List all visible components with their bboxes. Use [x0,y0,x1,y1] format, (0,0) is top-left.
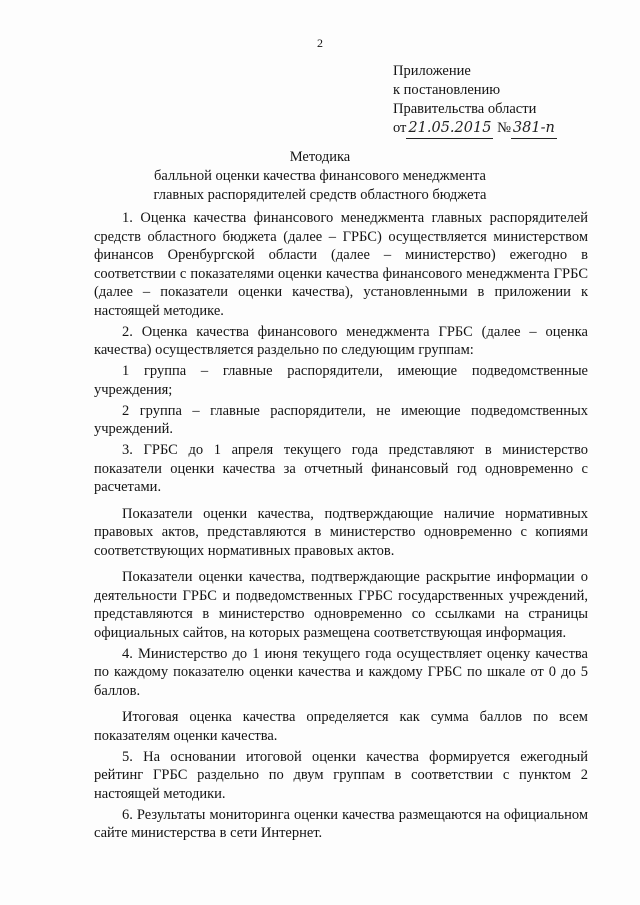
title-line-1: Методика [289,149,351,165]
paragraph-4-total: Итоговая оценка качества определяется как сумма баллов по всем показателям оценки качества. [94,709,588,744]
handwritten-number: 381-п [511,119,557,139]
appendix-header [393,62,557,139]
paragraph-2: 2. Оценка качества финансового менеджмента ГРБС (далее – оценка качества) осуществляется раздельно по следующим группам: [94,323,588,358]
page-number: 2 [317,36,323,50]
handwritten-date: 21.05.2015 [406,119,493,139]
number-prefix: № [497,120,511,136]
paragraph-5: 5. На основании итоговой оценки качества формируется ежегодный рейтинг ГРБС раздельно по двум группам в соответствии с пунктом 2 настоящей методики. [94,748,588,802]
title-line-2: балльной оценки качества финансового менеджмента [154,168,486,184]
paragraph-3: 3. ГРБС до 1 апреля текущего года представляют в министерство показатели оценки качества за отчетный финансовый год одновременно с расчетами. [94,442,588,495]
paragraph-3-normative-acts: Показатели оценки качества, подтверждающие наличие нормативных правовых актов, представляются в министерство одновременно с копиями соответствующих нормативных правовых актов. [94,505,588,559]
paragraph-3-disclosure: Показатели оценки качества, подтверждающие раскрытие информации о деятельности ГРБС и подведомственных ГРБС государственных учреждений, представляются в министерство одновременно со ссылками на страницы официальных сайтов, на которых размещена соответствующая информация. [94,569,588,641]
appendix-line-government: Правительства области [393,101,537,117]
paragraph-group-1: 1 группа – главные распорядители, имеющие подведомственные учреждения; [94,363,588,398]
document-body [94,209,588,845]
appendix-title: Приложение [393,63,471,79]
paragraph-4: 4. Министерство до 1 июня текущего года осуществляет оценку качества по каждому показателю оценки качества и каждому ГРБС по шкале от 0 до 5 баллов. [94,645,588,699]
appendix-date-line [393,119,557,139]
paragraph-group-2: 2 группа – главные распорядители, не имеющие подведомственных учреждений. [94,402,588,437]
appendix-line-resolution: к постановлению [393,82,501,98]
paragraph-1: 1. Оценка качества финансового менеджмента главных распорядителей средств областного бюджета (далее – ГРБС) осуществляется министерством финансов Оренбургской области (далее – министерство) ежегодно в соответствии с показателями оценки качества финансового менеджмента ГРБС (далее – показатели оценки качества), установленными в приложении к настоящей методике. [94,210,588,319]
date-prefix: от [393,120,407,136]
title-line-3: главных распорядителей средств областного бюджета [153,187,487,203]
paragraph-6: 6. Результаты мониторинга оценки качества размещаются на официальном сайте министерства в сети Интернет. [94,806,588,841]
document-title [0,148,640,205]
